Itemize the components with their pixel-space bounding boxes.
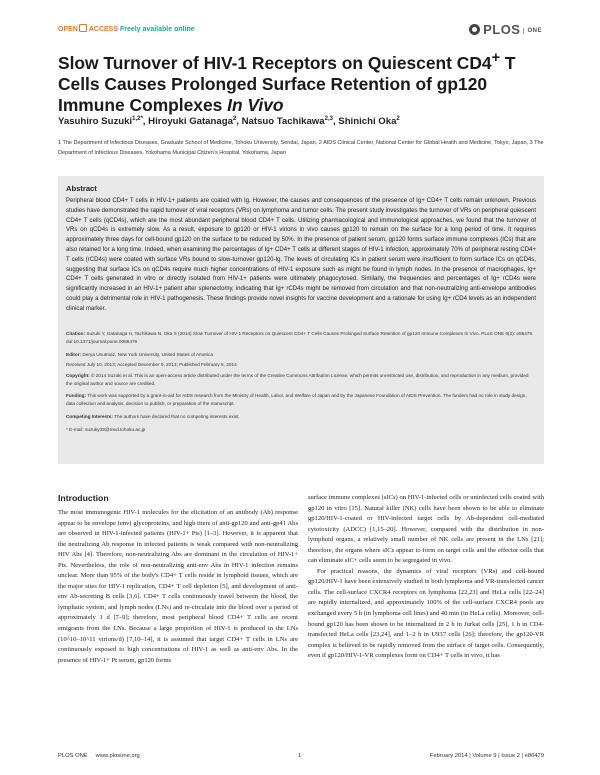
plos-one-logo[interactable] bbox=[469, 22, 542, 37]
competing-label: Competing Interests: bbox=[66, 414, 113, 419]
abstract-box bbox=[58, 176, 544, 464]
author-separator: , bbox=[236, 116, 242, 128]
abstract-heading: Abstract bbox=[66, 184, 97, 193]
title-italic: In Vivo bbox=[227, 94, 284, 115]
author-affiliation-marker: 2 bbox=[232, 116, 237, 122]
title-superscript: + bbox=[491, 50, 501, 66]
plos-wordmark: PLOS bbox=[483, 22, 521, 37]
citation-label: Citation: bbox=[66, 331, 86, 336]
author-separator: , bbox=[142, 116, 149, 128]
plos-logo-icon bbox=[469, 24, 480, 35]
competing-text: The authors have declared that no competing interests exist. bbox=[114, 414, 240, 419]
publication-dates: Received July 10, 2013; Accepted December 9, 2013; Published February 6, 2014 bbox=[66, 362, 237, 367]
copyright-text[interactable]: © 2014 Suzuki et al. This is an open-access article distributed under the terms of the Creative Commons Attribution License, which permits unrestricted use, distribution, and reproduction in any medium, provided the original author and source are credited. bbox=[66, 373, 529, 387]
editor bbox=[66, 351, 536, 359]
title-part-1: Slow Turnover of HIV-1 Receptors on Quiescent CD4 bbox=[58, 52, 492, 73]
open-label: OPEN bbox=[58, 26, 78, 33]
abstract-text: Peripheral blood CD4+ T cells in HIV-1+ patients are coated with Ig. However, the causes and consequences of the presence of Ig+ CD4+ T cells remain unknown. Previous studies have demonstrated the rapid turnover of viral receptors (VRs) on lymphoma and tumor cells. The present study investigates the turnover of VRs on peripheral quiescent CD4+ T cells (qCD4s), which are the most abundant peripheral blood CD4+ T cells. Utilizing pharmacological and immunological approaches, we found that the turnover of VRs on qCD4s is extremely slow. As a result, exposure to gp120 or HIV-1 virions in vivo causes gp120 to remain on the surface for a long period of time. It requires approximately three days for cell-bound gp120 on the surface to be reduced by 50%. In the presence of patient serum, gp120 forms surface immune complexes (ICs) that are also retained for a long time. Indeed, when examining the percentages of Ig+ CD4+ T cells at different stages of HIV-1 infection, approximately 70% of peripheral resting CD4+ T cells (rCD4s) were coated with surface VRs bound to slow-turnover gp120-Ig. The levels of circulating ICs in patient serum were insufficient to form surface ICs on qCD4s, suggesting that surface ICs on qCD4s require much higher concentrations of HIV-1 exposure such as might be found in lymph nodes. In the presence of macrophages, Ig+ CD4+ T cells generated in vitro or directly isolated from HIV-1+ patients were ultimately phagocytosed. Similarly, the frequencies and percentages of Ig+ rCD4s were significantly increased in an HIV-1+ patient after splenectomy, indicating that Ig+ rCD4s might be removed from circulation and that non-neutralizing anti-envelope antibodies could play a detrimental role in HIV-1 pathogenesis. These findings provide novel insights for vaccine development and a rationale for using Ig+ rCD4 levels as an independent clinical marker. bbox=[66, 198, 536, 312]
introduction-heading: Introduction bbox=[58, 493, 109, 503]
author-affiliation-marker: 2 bbox=[396, 116, 400, 122]
access-label: ACCESS bbox=[88, 26, 119, 33]
journal-header bbox=[58, 22, 542, 38]
author-name[interactable]: Shinichi Oka bbox=[338, 116, 397, 128]
intro-column-right bbox=[308, 493, 544, 662]
editor-label: Editor: bbox=[66, 352, 82, 357]
author-name[interactable]: Natsuo Tachikawa bbox=[241, 116, 325, 128]
editor-text: Derya Unutmaz, New York University, United States of America bbox=[82, 352, 214, 357]
author-separator: , bbox=[332, 116, 339, 128]
footer-issue: February 2014 | Volume 9 | Issue 2 | e86479 bbox=[429, 753, 544, 759]
copyright bbox=[66, 372, 536, 388]
page-number: 1 bbox=[298, 753, 302, 759]
open-lock-icon bbox=[79, 24, 87, 32]
article-title bbox=[58, 48, 548, 116]
funding-label: Funding: bbox=[66, 393, 87, 398]
intro-paragraph: For practical reasons, the dynamics of viral receptors (VRs) and cell-bound gp120/HIV-1 have been extensively studied in both lymphoma and VR-transfected cancer cells. The cell-surface CXCR4 receptors on lymphoma [22,23] and HeLa cells [22–24] are rapidly internalized, and approximately 100% of the cell-surface CXCR4 pools are exchanged every 5 h (in lymphoma cell lines) and 40 min (in HeLa cells). Moreover, cell-bound gp120 has been shown to be internalized in 2 h in Jurkat cells [25], 1 h in CD4-transfected HeLa cells [23,24], and 1–2 h in U937 cells [26]; therefore, the gp120-VR complex is believed to be rapidly removed from the surface of target cells. Consequently, even if gp120/HIV-1-VR complexes form on CD4+ T cells in vivo, it has bbox=[308, 567, 544, 660]
intro-paragraph: The most immunogenic HIV-1 molecules for the elicitation of an antibody (Ab) response appear to be envelope (env) glycoproteins, and high titers of anti-gp120 and anti-gp41 Abs are observed in HIV-1-infected patients (HIV-1+ Pts) [1–3]. However, it is apparent that the neutralizing Ab response in infected patients is weak compared with non-neutralizing HIV Abs [4]. Therefore, non-neutralizing Abs are dominant in the circulation of HIV-1+ Pts. Nevertheless, the role of non-neutralizing anti-env Abs in HIV-1 infection remains unclear. More than 95% of the body's CD4+ T cells reside in lymphoid tissues, which are the major sites for HIV-1 replication, CD4+ T cell depletion [5], and development of anti-env Ab-secreting B cells [3,6]. CD4+ T cells continuously travel between the blood, the lymphatic system, and lymph nodes (LNs) and re-circulate into the blood over a period of approximately 1 d [7–9]; therefore, most peripheral blood CD4+ T cells are recent emigrants from the LNs. Because a large proportion of HIV-1 is produced in the LNs (10^10–10^11 virions/d) [7,10–14], it is assumed that target CD4+ T cells in LNs are continuously exposed to high concentrations of HIV-1 as well as anti-env Abs. In the presence of HIV-1+ Pt serum, gp120 forms bbox=[58, 509, 298, 664]
freely-available-label: Freely available online bbox=[119, 26, 195, 33]
author-affiliation-marker: 1,2* bbox=[132, 116, 143, 122]
intro-paragraph: surface immune complexes (sICs) on HIV-1-infected cells or uninfected cells coated with gp120 in vitro [15]. Natural killer (NK) cells have been shown to be able to eliminate gp120/HIV-1-coated or HIV-infected target cells by Ab-dependent cell-mediated cytotoxicity (ADCC) [1,15–20]. However, compared with the distribution in non-lymphoid organs, a relatively small number of NK cells are present in the LNs [21]; therefore, the organs where sICs appear to form on target cells and the effector cells that can eliminate sIC+ cells seem to be segregated in vivo. bbox=[308, 494, 544, 565]
author-name[interactable]: Hiroyuki Gatanaga bbox=[148, 116, 233, 128]
title-part-2: T Cells Causes Prolonged Surface Retention of gp120 Immune Complexes bbox=[58, 52, 516, 115]
intro-column-left bbox=[58, 508, 298, 666]
open-access-badge[interactable] bbox=[58, 24, 195, 33]
one-wordmark: ONE bbox=[523, 28, 542, 34]
footer-journal-name: PLOS ONE bbox=[58, 753, 88, 759]
footer-journal bbox=[58, 753, 140, 759]
author-list bbox=[58, 116, 548, 127]
footer-website-link[interactable]: www.plosone.org bbox=[95, 753, 140, 759]
citation-text: Suzuki Y, Gatanaga H, Tachikawa N, Oka S (2014) Slow Turnover of HIV-1 Receptors on Quiescent CD4+ T Cells Causes Prolonged Surface Retention of gp120 Immune Complexes In Vivo. PLoS ONE 9(2): e86479. doi:10.1371/journal.pone.0086479 bbox=[66, 331, 534, 345]
affiliations: 1 The Department of Infectious Diseases, Graduate School of Medicine, Tohoku University, Sendai, Japan, 2 AIDS Clinical Center, National Center for Global Health and Medicine, Tokyo, Japan, 3 The Department of Infectious Diseases, Yokohama Municipal Citizen's Hospital, Yokohama, Japan bbox=[58, 140, 544, 156]
corresponding-email[interactable]: * E-mail: suzuky39@med.tohoku.ac.jp bbox=[66, 427, 146, 432]
competing-interests bbox=[66, 413, 536, 421]
funding-text: This work was supported by a grant-in-aid for AIDS research from the Ministry of Health, Labor, and Welfare of Japan and by the Japanese Foundation of AIDS Prevention. The funders had no role in study design, data collection and analysis, decision to publish, or preparation of the manuscript. bbox=[66, 393, 527, 407]
copyright-label: Copyright: bbox=[66, 373, 90, 378]
funding bbox=[66, 392, 536, 408]
author-affiliation-marker: 2,3 bbox=[324, 116, 333, 122]
author-name[interactable]: Yasuhiro Suzuki bbox=[58, 116, 133, 128]
citation bbox=[66, 330, 536, 346]
